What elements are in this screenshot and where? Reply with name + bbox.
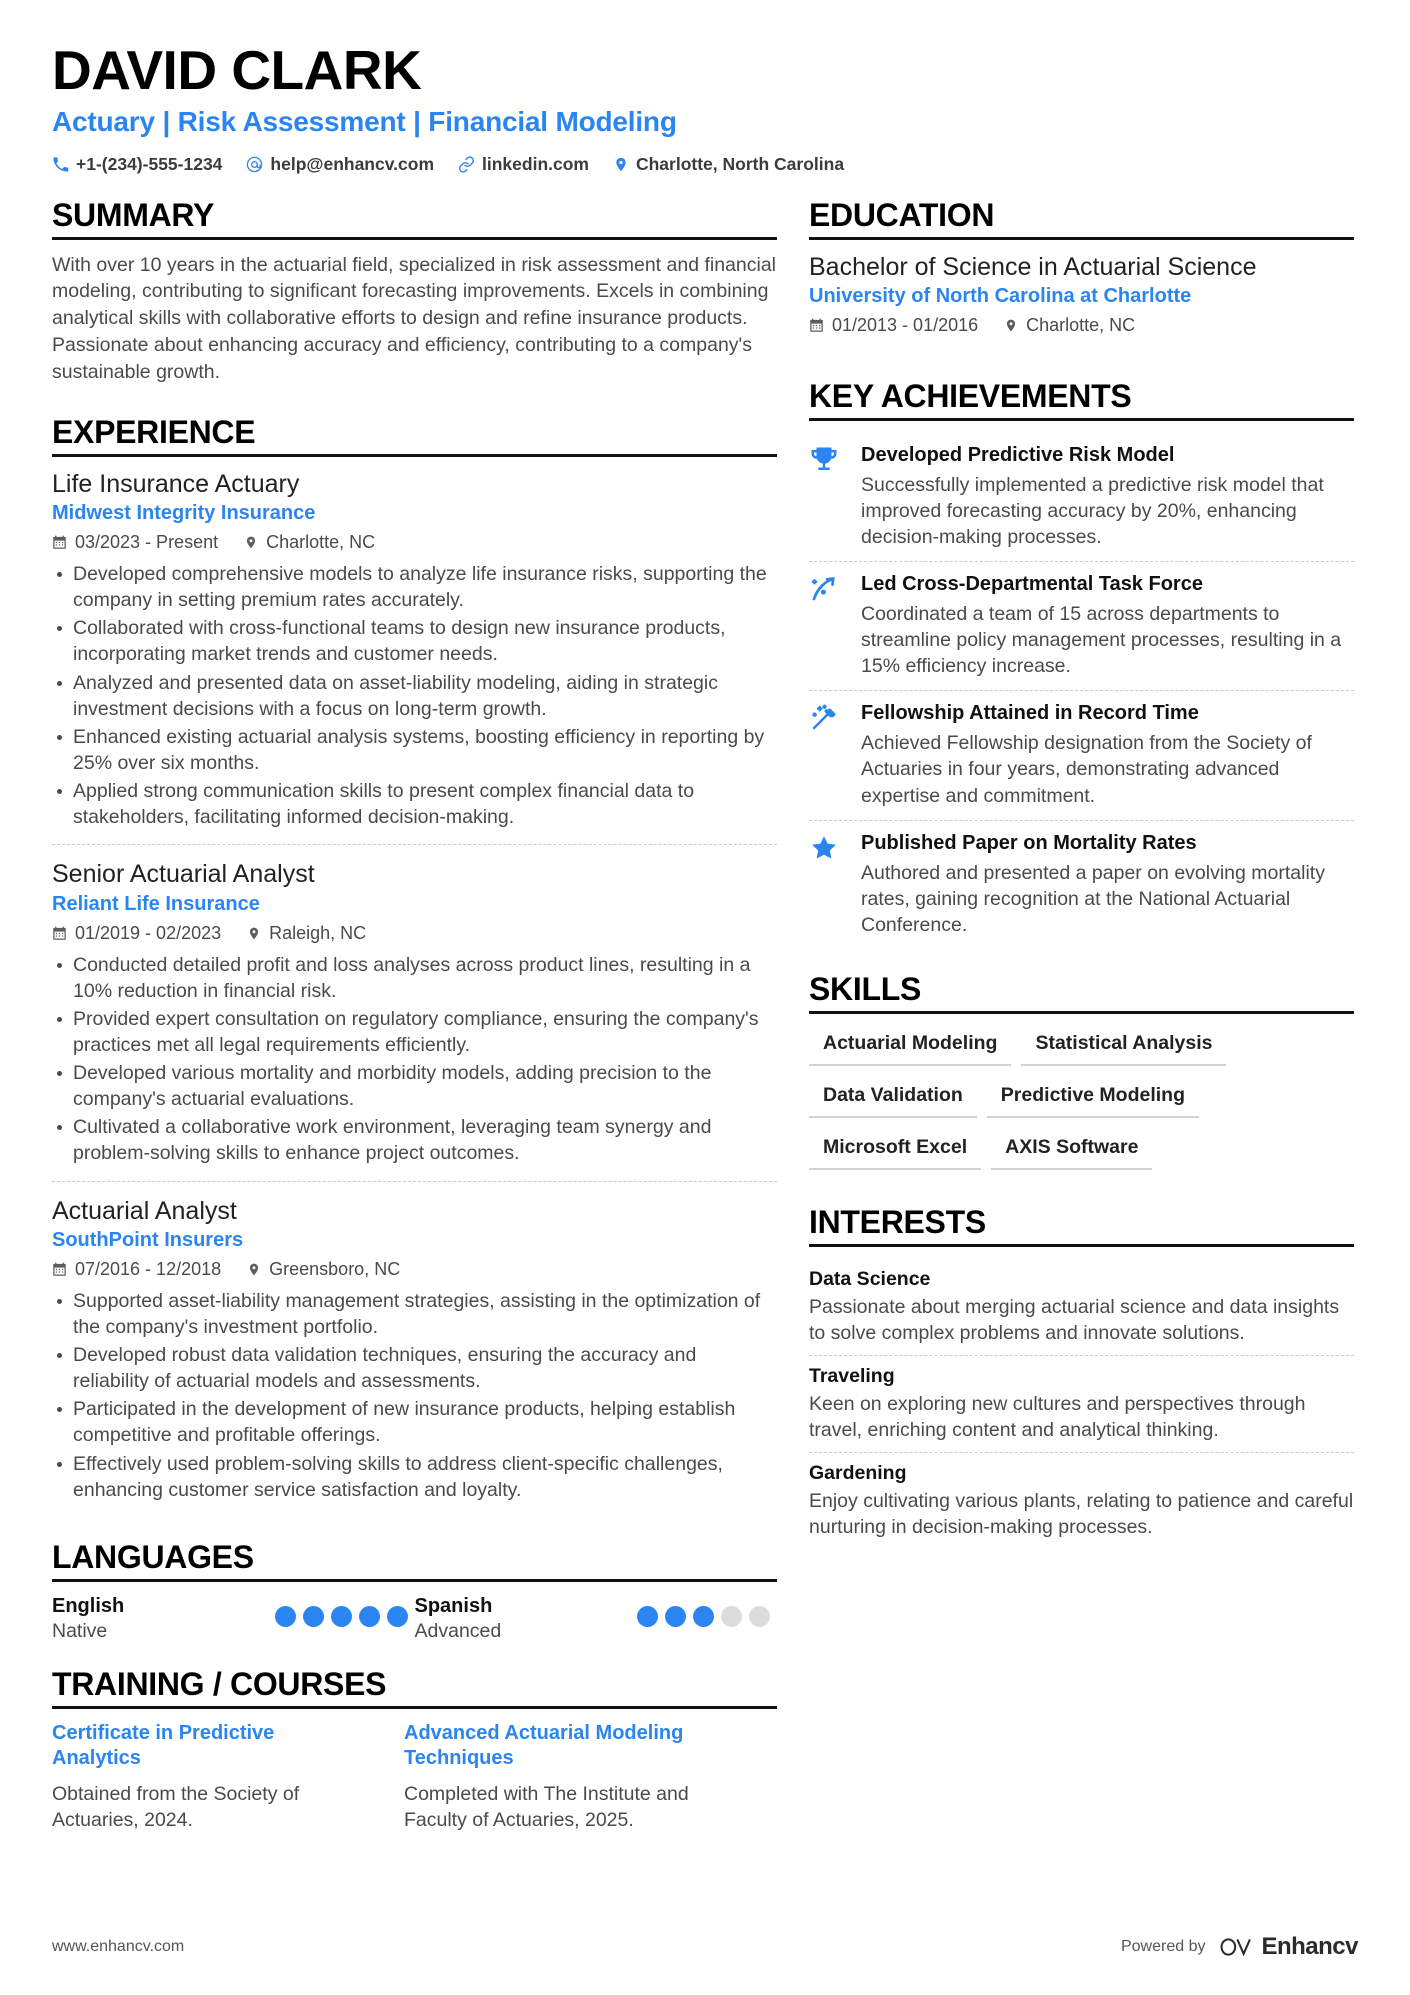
list-item: Enhanced existing actuarial analysis systems, boosting efficiency in reporting by 25% over six months. [52,724,777,776]
interest-item [809,1355,1354,1452]
achievement-description: Achieved Fellowship designation from the Society of Actuaries in four years, demonstrating advanced expertise and commitment. [861,732,1312,807]
contact-linkedin[interactable] [458,154,589,175]
achievement-body [861,701,1354,808]
location-pin-icon [247,926,261,941]
section-title-languages: LANGUAGES [52,1538,254,1575]
trophy-icon [809,443,861,550]
entry-location [247,1259,400,1280]
entry-dates-text: 03/2023 - Present [75,532,219,553]
course-list [52,1721,777,1833]
interest-item [809,1259,1354,1355]
section-title-skills: SKILLS [809,971,921,1007]
interest-description: Enjoy cultivating various plants, relating to patience and careful nurturing in decision-making processes. [809,1490,1354,1539]
entry-location-text: Charlotte, NC [266,532,376,553]
responsibility-list [52,1288,777,1503]
entry-dates-text: 01/2013 - 01/2016 [832,314,979,335]
resume-header [52,39,1358,175]
entry-meta [52,532,777,553]
section-divider [52,237,777,240]
powered-by-label: Powered by [1120,1938,1206,1955]
interest-item [809,1452,1354,1549]
section-summary [52,197,777,386]
achievement-title: Published Paper on Mortality Rates [861,831,1197,854]
skill-tag: Data Validation [809,1078,977,1118]
email-icon [246,156,263,173]
location-pin-icon [613,156,629,173]
page-title: DAVID CLARK [52,39,422,101]
contact-phone-text: +1-(234)-555-1234 [76,153,223,174]
section-training [52,1666,777,1833]
list-item: Applied strong communication skills to present complex financial data to stakeholders, facilitating informed decision-making. [52,778,777,830]
achievement-title: Developed Predictive Risk Model [861,443,1175,466]
list-item: Developed comprehensive models to analyze life insurance risks, supporting the company in setting premium rates accurately. [52,561,777,613]
achievement-description: Successfully implemented a predictive risk model that improved forecasting accuracy by 20%, enhancing decision-making processes. [861,473,1324,548]
contact-email-text: help@enhancv.com [270,153,435,174]
language-info [415,1594,638,1644]
calendar-icon [52,1262,67,1277]
brand-name: Enhancv [1261,1933,1358,1960]
interest-description: Passionate about merging actuarial science and data insights to solve complex problems and innovate solutions. [809,1295,1340,1344]
entry-meta [52,1259,777,1280]
page-footer [52,1933,1358,1961]
rating-dot [637,1606,658,1627]
company-name: Midwest Integrity Insurance [52,502,316,525]
language-info [52,1594,275,1644]
location-pin-icon [244,535,258,550]
school-name: University of North Carolina at Charlotte [809,284,1192,307]
section-title-interests: INTERESTS [809,1203,986,1240]
section-education [809,197,1354,356]
achievement-item [809,690,1354,819]
link-icon [458,156,475,173]
section-divider [52,454,777,457]
language-name: English [52,1594,125,1617]
skill-tag: Actuarial Modeling [809,1026,1011,1066]
achievement-body [861,572,1354,679]
list-item: Supported asset-liability management strategies, assisting in the optimization of the company's investment portfolio. [52,1288,777,1340]
entry-location [247,923,366,944]
section-divider [809,1011,1354,1014]
contact-location-text: Charlotte, North Carolina [635,153,845,174]
section-experience [52,414,777,1517]
list-item: Collaborated with cross-functional teams to design new insurance products, incorporating market trends and customer needs. [52,615,777,667]
degree-name: Bachelor of Science in Actuarial Science [809,252,1257,281]
summary-text: With over 10 years in the actuarial field, specialized in risk assessment and financial modeling, contributing to significant forecasting improvements. Excels in combining analytical skills with collaborative efforts to design and refine insurance products. Passionate about enhancing accuracy and efficiency, contributing to a company's sustainable growth. [52,253,777,384]
trending-up-arrow-icon [809,572,861,679]
section-divider [809,1244,1354,1247]
entry-meta [52,923,777,944]
list-item: Effectively used problem-solving skills to address client-specific challenges, enhancing customer service satisfaction and loyalty. [52,1451,777,1503]
list-item: Developed robust data validation techniques, ensuring the accuracy and reliability of actuarial models and assessments. [52,1342,777,1394]
experience-entry [52,1181,777,1517]
list-item: Participated in the development of new insurance products, helping establish competitive and profitable offerings. [52,1396,777,1448]
language-level: Advanced [414,1619,502,1642]
achievement-title: Fellowship Attained in Record Time [861,702,1199,725]
achievement-body [861,831,1354,938]
section-divider [809,418,1354,421]
rating-dot [693,1606,714,1627]
achievement-title: Led Cross-Departmental Task Force [861,572,1203,595]
entry-dates [52,923,221,944]
section-title-experience: EXPERIENCE [52,414,256,451]
entry-location [1004,315,1135,336]
interest-title: Gardening [809,1462,907,1484]
section-skills [809,971,1354,1182]
rating-dot [275,1606,296,1627]
calendar-icon [809,318,824,333]
left-column [52,197,809,1837]
skill-list [809,1026,1354,1182]
rating-dot [387,1606,408,1627]
interest-title: Data Science [809,1267,931,1290]
entry-dates [52,1259,221,1280]
star-icon [809,831,861,938]
section-interests [809,1204,1354,1550]
footer-branding [1121,1933,1358,1961]
education-entry [809,252,1354,356]
achievement-description: Authored and presented a paper on evolving mortality rates, gaining recognition at the National Actuarial Conference. [861,861,1325,936]
job-title: Actuarial Analyst [52,1196,237,1225]
course-title: Advanced Actuarial Modeling Techniques [404,1721,684,1769]
enhancv-logo [1219,1933,1358,1961]
entry-dates [52,532,218,553]
section-languages [52,1539,777,1644]
phone-icon [52,156,69,173]
location-pin-icon [1004,318,1018,333]
skill-tag: Predictive Modeling [987,1078,1199,1118]
resume-columns [52,197,1358,1837]
list-item: Analyzed and presented data on asset-liability modeling, aiding in strategic investment decisions with a focus on long-term growth. [52,670,777,722]
interest-description: Keen on exploring new cultures and perspectives through travel, enriching content and analytical thinking. [809,1392,1306,1441]
rating-dot [331,1606,352,1627]
responsibility-list [52,952,777,1167]
contact-email[interactable] [246,154,434,175]
list-item: Provided expert consultation on regulatory compliance, ensuring the company's practices met all legal requirements efficiently. [52,1006,777,1058]
professional-headline: Actuary | Risk Assessment | Financial Modeling [52,105,677,137]
magic-wand-icon [809,701,861,808]
course-description: Obtained from the Society of Actuaries, 2024. [52,1782,300,1831]
contact-linkedin-text: linkedin.com [482,153,589,174]
achievement-body [861,443,1354,550]
skill-tag: AXIS Software [991,1130,1152,1170]
rating-dot [303,1606,324,1627]
language-item [415,1594,778,1644]
location-pin-icon [247,1262,261,1277]
section-divider [52,1706,777,1709]
rating-dot [665,1606,686,1627]
list-item: Cultivated a collaborative work environment, leveraging team synergy and problem-solving skills to enhance project outcomes. [52,1114,777,1166]
language-list [52,1594,777,1644]
course-item [52,1721,362,1833]
entry-location-text: Raleigh, NC [269,922,367,943]
section-title-summary: SUMMARY [52,196,215,233]
section-achievements [809,378,1354,949]
achievement-item [809,561,1354,690]
section-divider [52,1579,777,1582]
achievement-item [809,820,1354,949]
entry-dates-text: 07/2016 - 12/2018 [75,1258,222,1279]
contact-bar [52,154,1358,175]
language-rating [275,1594,415,1627]
section-divider [809,237,1354,240]
language-level: Native [52,1619,108,1642]
calendar-icon [52,926,67,941]
entry-location-text: Charlotte, NC [1026,314,1136,335]
contact-phone[interactable] [52,154,222,175]
entry-dates [809,315,978,336]
job-title: Life Insurance Actuary [52,469,300,498]
entry-meta [809,315,1354,336]
entry-location [244,532,375,553]
interest-title: Traveling [809,1364,895,1387]
company-name: Reliant Life Insurance [52,892,260,915]
list-item: Conducted detailed profit and loss analyses across product lines, resulting in a 10% reduction in financial risk. [52,952,777,1004]
entry-dates-text: 01/2019 - 02/2023 [75,922,222,943]
list-item: Developed various mortality and morbidity models, adding precision to the company's actuarial evaluations. [52,1060,777,1112]
responsibility-list [52,561,777,830]
rating-dot [721,1606,742,1627]
achievement-description: Coordinated a team of 15 across departments to streamline policy management processes, resulting in a 15% efficiency increase. [861,602,1342,678]
experience-entry [52,844,777,1180]
skill-tag: Microsoft Excel [809,1130,981,1170]
company-name: SouthPoint Insurers [52,1228,244,1251]
course-title: Certificate in Predictive Analytics [52,1721,275,1769]
course-item [404,1721,714,1833]
calendar-icon [52,535,67,550]
experience-entry [52,469,777,845]
language-item [52,1594,415,1644]
skill-tag: Statistical Analysis [1021,1026,1226,1066]
section-title-training: TRAINING / COURSES [52,1665,387,1702]
section-title-achievements: KEY ACHIEVEMENTS [809,377,1132,414]
contact-location [613,154,844,175]
right-column [809,197,1354,1837]
section-title-education: EDUCATION [809,196,995,233]
language-name: Spanish [414,1594,493,1617]
rating-dot [749,1606,770,1627]
entry-location-text: Greensboro, NC [269,1258,401,1279]
language-rating [637,1594,777,1627]
rating-dot [359,1606,380,1627]
course-description: Completed with The Institute and Faculty of Actuaries, 2025. [404,1782,689,1831]
footer-url[interactable]: www.enhancv.com [52,1938,185,1955]
achievement-item [809,433,1354,561]
job-title: Senior Actuarial Analyst [52,860,315,889]
